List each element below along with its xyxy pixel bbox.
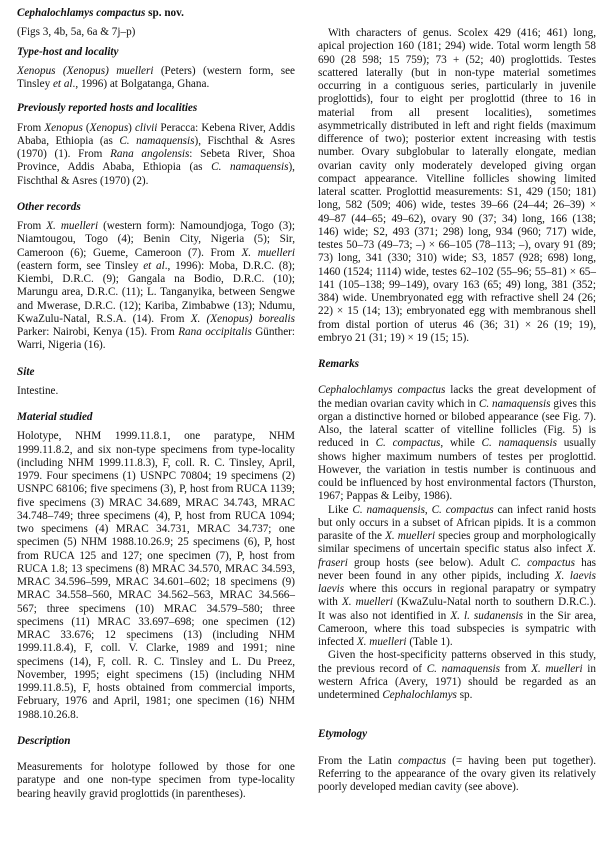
heading-etymology: Etymology	[318, 728, 368, 741]
italic-term: compactus	[398, 754, 446, 767]
italic-term: clivii	[134, 121, 158, 134]
italic-term: C. namaquensis	[352, 503, 425, 516]
italic-term: Rana occipitalis	[178, 326, 252, 338]
species-title	[17, 7, 295, 20]
italic-term: X. (Xenopus) borealis	[190, 312, 295, 325]
italic-term: X. muelleri	[385, 530, 436, 542]
italic-term: X. muelleri	[46, 220, 99, 232]
italic-term: C. namaquensis	[426, 662, 501, 675]
heading-remarks: Remarks	[318, 358, 360, 370]
heading-description: Description	[17, 734, 71, 747]
italic-term: Xenopus	[89, 121, 129, 134]
italic-term: C. compactus	[510, 556, 575, 569]
italic-term: et al	[52, 78, 73, 90]
description-text: Measurements for holotype followed by those for one paratype and one non-type specimen from type-locality bearing heavily gravid proglottids (in parentheses).	[17, 761, 295, 800]
italic-term: C. namaquensis	[478, 397, 551, 410]
italic-term: C. compactus	[431, 503, 494, 516]
italic-term: C. namaquensis	[119, 134, 195, 147]
etymology-text: From the Latin compactus (= having been put together). Referring to the appearance of the ovary given its relatively poorly developed median cavity (see above).	[318, 754, 597, 793]
previous-hosts-text: From Xenopus (Xenopus) clivii Peracca: Kebena River, Addis Ababa, Ethiopia (as C. namaquensis), Fischthal & Asres (1970) (1). From Rana angolensis: Sebeta River, Shoa Province, Addis Ababa, Ethiopia (as C. namaquensis), Fischthal & Asres (1970) (2).	[17, 121, 295, 187]
italic-term: X. muelleri	[356, 636, 407, 648]
material-studied-text: Holotype, NHM 1999.11.8.1, one paratype, NHM 1999.11.8.2, and six non-type specimens from type-locality (including NHM 1999.11.8.3), F, coll. R. C. Tinsley, April, 1979. Four specimens (1) USNPC 70804; 19 specimens (2) USNPC 68106; five specimens (3), P, host from RUCA 1139; five specimens (3) MRAC 34.689, MRAC 34.743, MRAC 34.748–749; three specimens (4), P, host from RUCA 1094; two specimens (4) MRAC 34.731, MRAC 34.737; one specimen (5) NHM 1988.10.26.9; 25 specimens (6), P, host from RUCA 125 and 127; one specimen (7), P, host from RUCA 1.8; 13 specimens (8) MRAC 34.570, MRAC 34.593, MRAC 34.596–599, MRAC 34.601–602; 18 specimens (9) MRAC 34.558–560, MRAC 34.562–563, MRAC 34.566–567; three specimens (10) MRAC 34.579–580; three specimens (11) MRAC 33.697–698; one specimen (12) MRAC 33.676; 12 specimens (13) (including NHM 1999.11.8.4), F, coll. V. Clarke, 1989 and 1991; nine specimens (14), F, coll. R. C. Tinsley and L. Du Preez, November, 1995; eight specimens (15) (including NHM 1999.11.8.5), F, hosts obtained from commercial imports, February, 1976 and April, 1981; one specimen (16) NHM 1988.10.26.8.	[17, 430, 295, 721]
left-column	[17, 7, 295, 801]
remarks-paragraph-1: Cephalochlamys compactus lacks the great development of the median ovarian cavity which in C. namaquensis gives this organ a distinctive horned or bilobed appearance (see Fig. 7). Also, the lateral scatter of vitelline follicles (Fig. 5) is reduced in C. compactus, while C. namaquensis usually shows higher maximum numbers of testes per proglottid. However, the variation in testis number is continuous and could be influenced by host environmental factors (Thurston, 1967; Pappas & Leiby, 1986).	[318, 384, 597, 503]
italic-term: Xenopus	[44, 121, 83, 134]
italic-term: C. namaquensis	[211, 161, 289, 174]
heading-type-host: Type-host and locality	[17, 45, 119, 58]
italic-term: X. muelleri	[241, 246, 295, 259]
other-records-text: From X. muelleri (western form): Namoundjoga, Togo (3); Niamtougou, Togo (4); Benin City, Nigeria (5); Sir, Cameroon (6); Gueme, Cameroon (7). From X. muelleri (eastern form, see Tinsley et al., 1996): Moba, D.R.C. (8); Kiembi, D.R.C. (9); Gangala na Bodio, D.R.C. (10); Marungu area, D.R.C. (11); L. Tanganyika, between Sengwe and Mwerase, D.R.C. (12); Kariba, Zimbabwe (13); Ndumu, KwaZulu-Natal, R.S.A. (14). From X. (Xenopus) borealis Parker: Nairobi, Kenya (15). From Rana occipitalis Günther: Warri, Nigeria (16).	[17, 220, 296, 352]
italic-term: Cephalochlamys	[382, 689, 457, 701]
figure-references: (Figs 3, 4b, 5a, 6a & 7j–p)	[17, 26, 136, 39]
italic-term: X. laevis laevis	[318, 569, 596, 595]
italic-term: C. namaquensis	[481, 437, 557, 450]
remarks-paragraph-2: Like C. namaquensis, C. compactus can infect ranid hosts but only occurs in a subset of African pipids. It is a common parasite of the X. muelleri species group and morphologically similar specimens of uncertain specific status also infect X. fraseri group hosts (see below). Adult C. compactus has never been found in any other pipids, including X. laevis laevis where this occurs in regional parapatry or sympatry with X. muelleri (KwaZulu-Natal north to southern D.R.C.). It was also not identified in X. l. sudanensis in the Sir area, Cameroon, where this toad subspecies is sympatric with infected X. muelleri (Table 1).	[318, 503, 597, 648]
remarks-paragraph-3: Given the host-specificity patterns observed in this study, the previous record of C. namaquensis from X. muelleri in western Africa (Avery, 1971) should be regarded as an undetermined Cephalochlamys sp.	[318, 649, 596, 701]
italic-term: X. l. sudanensis	[450, 609, 524, 622]
italic-term: Rana angolensis	[110, 148, 190, 160]
species-suffix: sp. nov.	[145, 7, 184, 19]
italic-term: X. muelleri	[341, 596, 393, 609]
heading-previous-hosts: Previously reported hosts and localities	[17, 102, 198, 115]
italic-term: Cephalochlamys compactus	[318, 384, 446, 397]
measurements-text: With characters of genus. Scolex 429 (416; 461) long, apical projection 160 (181; 294) wide. Total worm length 58 690 (28 598; 15 759); 73 + (52; 40) proglottids. Testes scattered laterally (but in non-type material sometimes occurring in a contiguous series, particularly in juvenile proglottids), four to eight per proglottid (three to 16 in material from all present localities), sometimes asymmetrically distributed in left and right fields (maximum difference of two); posterior extent increasing with testis number. Ovary subglobular to laterally elongate, median ovarian cavity only moderately developed giving organ compact appearance. Vitelline follicles showing limited lateral scatter. Proglottid measurements: S1, 429 (150; 181) long, 582 (509; 406) wide, testes 39–66 (24–44; 26–39) × 49–87 (44–65; 49–62), ovary 90 (37; 34) long, 166 (138; 146) wide; S2, 493 (371; 298) long, 934 (960; 717) wide, testes 50–73 (49–73; –) × 66–105 (78–113; –), ovary 91 (89; 73) long, 341 (330; 310) wide; S3, 1857 (928; 698) long, 1460 (1524; 1114) wide, testes 62–102 (55–96; 55–81) × 65–141 (105–138; 99–149), ovary 163 (65; 49) long, 381 (352; 384) wide. Unembryonated egg with refractive shell 24 (26; 22) × 15 (14; 13); embryonated egg with membranous shell from distal portion of uterus 46 (36; 31) × 26 (19; 19), embryo 21 (31; 19) × 19 (15; 15).	[318, 27, 596, 344]
type-host-text: Xenopus (Xenopus) muelleri (Peters) (western form, see Tinsley et al., 1996) at Bolgatanga, Ghana.	[17, 64, 295, 90]
italic-term: X. fraseri	[318, 543, 596, 569]
italic-term: et al	[143, 259, 165, 272]
right-column	[318, 27, 596, 794]
italic-term: Xenopus (Xenopus) muelleri	[17, 64, 154, 77]
site-text: Intestine.	[17, 384, 59, 397]
species-name: Cephalochlamys compactus	[17, 7, 146, 19]
italic-term: X. muelleri	[531, 662, 583, 675]
italic-term: C. compactus	[375, 437, 441, 450]
heading-site: Site	[17, 365, 35, 378]
heading-other-records: Other records	[17, 200, 81, 213]
heading-material-studied: Material studied	[17, 411, 93, 423]
